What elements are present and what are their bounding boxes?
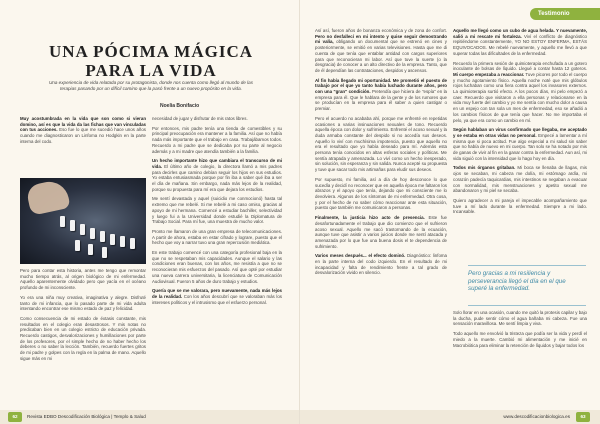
footer-text: Revista EDBO Descodificación Biológica | Templo & Salud (27, 414, 146, 419)
column-1-bottom (20, 268, 146, 404)
paragraph: Pronto me llamaron de una gran empresa de telecomunicaciones. A partir de ahora, estaba en estar cifrado y lograre, puesto que el hecho que voy a narrar tuvo una gran repercusión mediática. (152, 228, 282, 246)
highlight: Pero no desfallecí en mi intento y quise seguir demostrando mi valía, (315, 33, 447, 45)
right-footer (300, 410, 600, 424)
column-4-bottom (453, 310, 587, 406)
paragraph: necesidad de jugar y disfrutar de mis ratos libres. (152, 116, 248, 121)
highlight: Un hecho importante hizo que cambiara el transcurso de mi vida. (152, 158, 282, 169)
right-page (300, 0, 600, 424)
highlight: Todos mis órganos gritaban. (453, 165, 516, 171)
highlight: Según hablaban un virus confirmado que llegaba, me aceptado y se estaba en otras vidas no personal. (453, 127, 587, 138)
highlight: Aquello me llegó como un cubo de agua helada. Y nuevamente, salió a mi rescate mi fortaleza. (453, 28, 587, 39)
paragraph: Así así, fueron años de bonanza económica y de zona de confort. (315, 28, 447, 33)
paragraph: Como consecuencia de mi estado de éxtasis constante, mis resultados en el colegio eran desastrosos. Y mis notas no predicaban bien en un colegio estricto de educación privada. Recuerdo castigos, desvalorizaciones y humillaciones por parte de los profesores, por el simple hecho de no haber hecho los deberes o no saber la lección. También, recuerdo fuertes gritos de mi padre y golpes con la regla en la palma de mano. Aquello sigue más en mi (20, 315, 146, 361)
left-footer (0, 410, 300, 424)
paragraph: Me sentí devastada y aquel (suicidio me conmocionó) hasta tal extremo que me rebelé. Si me rebelé a mi caso omiso, gracias al apoyo de mi hermana. Comencé a estudiar bachiller, selectividad y luego fui a la Universidad donde estudié la Diplomatura de Trabajo Social. Para mí fue, una muestra de mucho valor. (152, 196, 282, 225)
domino-piece (75, 240, 80, 251)
domino-piece (110, 234, 115, 245)
highlight: Mi cuerpo empezaba a reaccionar. (453, 71, 525, 77)
domino-piece (90, 228, 95, 239)
section-tag: Testimonio (530, 8, 600, 20)
article-intro: Una experiencia de vida relatada por su protagonista, donde nos cuenta como llegó al mundo de las terapias pasando por un difícil camino que la pasó frente a un nuevo propósito en la vida. (48, 80, 254, 91)
page-number: 63 (576, 412, 590, 422)
domino-piece (100, 231, 105, 242)
page-number: 62 (8, 412, 22, 422)
paragraph: Tuve picores por todo el cuerpo y mucho agotamiento físico. Aquella noche noté que mis glóbulos rojos luchaban como una fiera contra aquel los invasores externos. La quimioterapia surtió efecto. A los pocos días, mi pelo empezó a caer. Recuerdo que visitaron a ella personas y relacionarse en la vida muy fuerte del cambio y yo me sentía con mucho dolor a causa en un espejo con tan sola un mes de enfermedad, eso se añadió a los cambios físicos de que tenía que hacer. No me importaba el pelo, ya que era como un cambio en mí. (453, 71, 587, 123)
paragraph: Pretendía que hiciera de "espía" en la empresa para él. Que le hablara de la gente y de los rumores que se producían en la empresa para él saber a quien castigar o premiar. (315, 89, 447, 112)
paragraph: Solo llorar en una ocasión, cuando me quitó la protesis capilar y bajo la ducha, pude sentir cómo el agua bañaba mi cabeza. Fue una sensación maravillosa. Me sentí limpia y viva. (453, 310, 587, 327)
paragraph: Diagnóstico: linfoma en la parte interna del codo izquierdo. En el resultado de mi incapacidad y falta de rendimiento frente a tal grado de desvalorización vivido en silencio. (315, 253, 447, 276)
domino-piece (130, 238, 135, 249)
title-line-1: UNA PÓCIMA MÁGICA (49, 42, 253, 61)
paragraph: Por entonces, mis padre tenía una tienda de comestibles y su principal preocupación era mantener a la familia. Así que no había nada más importante que el trabajo en casa. Trabajábamos todos. Recuerdo a mi padre que se dedicaba por su parte al negocio además y a mi madre que atendía también a la familia. (152, 125, 282, 154)
paragraph: Viví el conflicto de diagnóstico repitiéndome constantemente, YO NO ESTOY ENFERMA, ESTÁS EQUIVOCADOS. Me rebelé nuevamente, y aquello me llevó a que superar todas las dificultades de la enfermedad. (453, 33, 587, 56)
domino-piece (60, 216, 65, 227)
paragraph: Con los años descubrí que se valoraban más los intereses políticos y el intrusismo que el esfuerzo personal. (152, 293, 282, 305)
paragraph: obligando un documental que se estrenó en cines y posteriormente, se emitió en varias televisiones. Hasta que me di cuenta de que tenía que entablar antidad con cargos superiores para que reconocieran mi labor. Así que tuve la suerte (o la desgracia) de conocer a un alto directivo de la empresa. Tanto, que de él dependían las contrataciones, despidos y ascensos. (315, 39, 447, 73)
title-line-2: PARA LA VIDA (85, 61, 217, 80)
footer-url[interactable]: www.descodificacionbiologica.es (503, 414, 570, 419)
paragraph: Pero para contar esta historia, antes me tengo que remontar mucho tiempo atrás, al origen biológico de mi enfermedad. Aquello aparentemente olvidado pero que yacía en el océano profundo de mi inconsciente. (20, 268, 146, 291)
paragraph: Yo era una niña muy creativa, imaginativa y alegre. Disfruté tanto de mi infancia, que lo pasado parte de mi vida adulta intentando encontrar ese mismo estado de paz y felicidad. (20, 294, 146, 312)
paragraph: Pero el acuerdo no acababa ahí, porque me enfrenté en repetidas ocasiones a varias insinuaciones sexuales de tono. Recuerdo aquella época con dolor y sufrimiento. Enfrenté el acoso sexual y la duda armaba constante del despido si no accedía sus deseos. Aquello lo viví con muchísima impotencia, puesto que aquello no era el resultado que yo había deseado para mí. Además esta persona tenía conocidos en altas esferas sociales y políticas. Me sentía atrapada y amenazada. Lo viví como un hecho inesperado, sin solución, sin esperanza y sin salida. Nunca acepté su propuesta y tuve que sacar todo mis artimañas para eludir sus deseos. (315, 115, 447, 173)
paragraph: Quiero agradecer a mi pareja el impecable acompañamiento que tuve a mí lado durante la enfermedad. Siempre a mi lado. Incansable. (453, 197, 587, 215)
paragraph: En este trabajo comencé con una categoría profesional baja en la que no se respetaban mis capacidades. Aunque el salario y las condiciones eran buenas, con los años, me resistía a que no se reconocieran mis esfuerzos del pasado. Así que opté por estudiar una nueva carrera universitaria, la licenciatura de Comunicación Audiovisual. Fueron 5 años de duro trabajo y estudios. (152, 250, 282, 284)
domino-piece (88, 244, 93, 255)
highlight: Varios meses después... el efecto dominó. (315, 253, 406, 259)
paragraph: Recuerdo la primera sesión de quimioterapia enchufada a un gotero inoculante de bolsas de líquido. Llegué a contar hasta 12 goteros. (453, 60, 587, 72)
pull-quote-rule-bottom (468, 305, 586, 306)
column-4-top (453, 28, 587, 260)
paragraph: El último año de colegio, la directora llamó a mis padres para decirles que camino debían seguir los hijos en sus estudios. Yo estaba entusiasmada porque por fin iba a saber qué iba a ser el día de mañana. Sin embargo, nada más lejos de la realidad, porque su propuesta para mí era que dejara los estudios. (152, 163, 282, 192)
domino-piece (70, 220, 75, 231)
paragraph: Este fue desafortunadamente el trabajo que dio comienzo que el sufrieron acoso sexual. Aquello me sacó trastornando de la ecuación, aunque tuve que asistir a varios juicios donde me sentí atacada y amenazada por lo que fue una buena dosis el te dependencia de sufrimiento. (315, 215, 447, 249)
paragraph: Mi boca se llenaba de llagas, mis ojos se secaban, mi cabeza me dolía, mi estómago ardía, mi corazón padecía taquicardias, mis intestinos se negaban a evacuar con normalidad, mis menstruaciones y apetito sexual me abandonaron y mi piel se secaba. (453, 165, 587, 194)
hand-image (25, 178, 70, 216)
column-1-top (20, 116, 146, 176)
section-header (300, 0, 600, 24)
lead-paragraph: Muy acostumbrada en la vida que son como si vieran domino, así es que la vida da las fichas que van vinculadas con tus acciones. (20, 116, 146, 133)
paragraph: Eso fue lo que me sucedió hace unos años cuando me diagnosticaron un Linfoma no Hodgkin en la parte interna del codo. (20, 127, 146, 144)
paragraph: Por supuesto, mi familia, así a día de hoy desconoce lo que sucedía y decidí no reconocer que en aquella época me faltaron los abrazos y el apoyo que tenía, dejando que mi consciente me lo devolviera. Algunos de los síntomas de mi enfermedad. Otra cosa, y por el hecho de no saber cómo reaccionar ante esta situación, puesto que también me comunicaron a personas. (315, 176, 447, 211)
highlight: Quería que se me valorara, pero nuevamente, nada más lejos de la realidad. (152, 288, 282, 299)
highlight: Al fin había llegado mi oportunidad. Me prometió el puesto de trabajo por el que yo tanto había luchado durante años, pero con una "gran" condición. (315, 77, 447, 95)
domino-piece (120, 236, 125, 247)
article-title (40, 42, 262, 80)
pull-quote-rule-top (468, 265, 586, 266)
paragraph: Todo aquello me envolvió la tristeza que podía ser la vida y perdí el miedo a la muerte. Cambió mi alimentación y me inicié en Macrobiótica para eliminar la retención de líquidos y bajar todos los (453, 331, 587, 348)
paragraph: Empecé a lamentar a mí misma que si poca actitud. Fue algo especial a mi salud sin saber que no había de nuevo en mi cuerpo. Tan solo se ha notado por mis de ganas de vivir al fin en la ganar contra la enfermedad. Aun así, mi vida siguió con la intensidad que lo hago hoy en día. (453, 132, 587, 161)
domino-piece (102, 247, 107, 258)
column-3 (315, 28, 447, 406)
highlight: Finalmente, la justicia hizo acto de presencia. (315, 215, 425, 221)
domino-piece (80, 224, 85, 235)
pull-quote: Pero gracias a mi resiliencia y perseverancia llegó el día en el que superé la enfermedad. (468, 270, 566, 292)
byline: Noelia Bonifacio (160, 103, 200, 109)
domino-photo (20, 178, 146, 264)
column-2 (152, 116, 282, 406)
